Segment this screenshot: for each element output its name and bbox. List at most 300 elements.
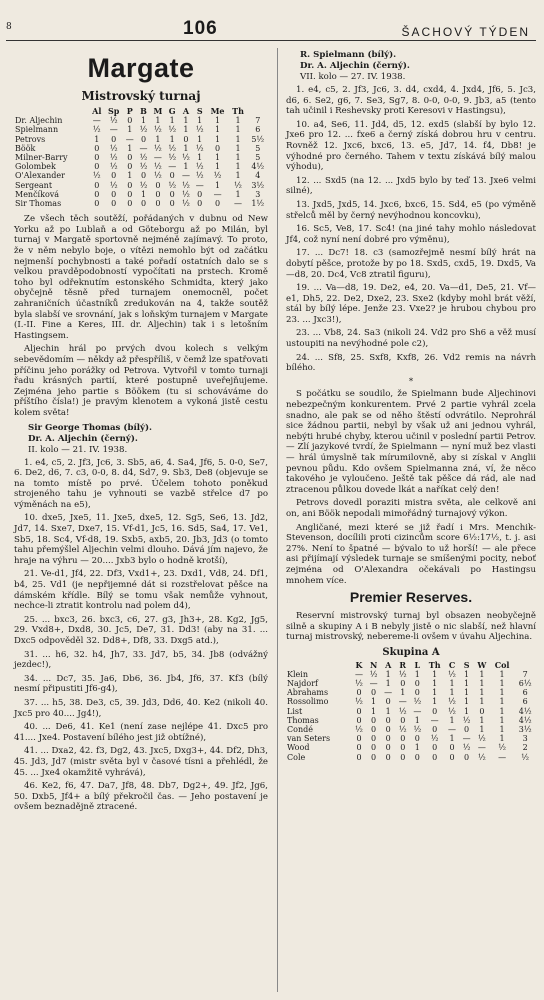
table-row [286, 734, 536, 743]
score-cell: 1 [499, 724, 505, 734]
column-header: L [414, 659, 421, 670]
score-cell: 0 [94, 189, 100, 199]
score-cell: — [384, 688, 393, 698]
game-heading [14, 423, 268, 456]
column-header: Sp [108, 106, 120, 116]
score-cell: 1 [479, 715, 485, 725]
score-cell: 0 [215, 143, 221, 153]
move-paragraph: 40. ... De6, 41. Ke1 (není zase nejlépe 41. Dxc5 pro 41.... Jxe4. Postavení bílého jest již obtížné), [14, 722, 268, 743]
score-cell: 0 [356, 734, 362, 744]
white-player: R. Spielmann (bílý). [300, 50, 397, 60]
score-cell: 0 [169, 189, 175, 199]
score-cell: ½ [448, 669, 456, 679]
move-paragraph: 34. ... Dc7, 35. Ja6, Db6, 36. Jb4, Jf6, 37. Kf3 (bílý nesmí připustiti Jf6-g4), [14, 673, 268, 695]
column-header [286, 661, 352, 670]
score-cell: 0 [385, 734, 391, 744]
score-cell: 1 [127, 143, 133, 153]
reserves-heading: Premier Reserves. [349, 589, 473, 606]
player-name-cell: Golombek [15, 162, 56, 172]
player-name-cell: Milner-Barry [15, 153, 68, 163]
score-cell: 1 [140, 116, 147, 126]
score-cell: 0 [371, 752, 377, 762]
score-cell: 0 [464, 752, 470, 762]
score-cell: — [234, 199, 242, 209]
move-paragraph: 13. Jxd5, Jxd5, 14. Jxc6, bxc6, 15. Sd4, e5 (po výměně střelců měl by černý nevýhodnou koncovku), [286, 199, 536, 221]
score-cell: 1 [499, 715, 505, 725]
score-cell: 0 [356, 706, 362, 716]
score-cell: ½ [398, 724, 407, 734]
table-row [14, 181, 268, 190]
score-cell: ½ [355, 697, 363, 707]
score-cell: 1 [183, 116, 189, 126]
score-cell: 0 [140, 134, 147, 144]
column-header: Al [92, 106, 102, 116]
score-cell: 0 [385, 752, 391, 762]
score-cell: ½ [109, 180, 118, 190]
score-cell: — [125, 134, 134, 144]
column-header: B [140, 106, 147, 116]
table-row [14, 199, 268, 208]
score-cell: ½ [109, 116, 118, 126]
score-cell: 1 [169, 116, 175, 126]
score-cell: 0 [400, 752, 406, 762]
score-cell: 1 [479, 724, 485, 734]
score-cell: 1 [464, 669, 470, 679]
score-cell: — [195, 180, 204, 190]
table-row [14, 144, 268, 153]
score-cell: ½ [398, 669, 407, 679]
score-cell: 0 [127, 189, 133, 199]
score-cell: 1 [464, 688, 470, 698]
score-cell: — [355, 669, 364, 679]
score-cell: 0 [111, 171, 117, 181]
move-paragraph: 1. e4, c5, 2. Jf3, Jc6, 3. d4, cxd4, 4. Jxd4, Jf6, 5. Jc3, d6, 6. Se2, g6, 7. Se3, Sg7, 8. 0-0, 0-0, 9. Jb3, a5 (tento tah učinil i Reshevsky proti Keresovi v Hastingsu), [286, 85, 536, 117]
score-cell: 1 [197, 153, 203, 163]
column-header: K [355, 659, 363, 670]
player-name-cell: Menčíková [15, 189, 60, 199]
column-header: S [463, 659, 470, 670]
score-cell: 0 [385, 697, 391, 707]
score-cell: — [153, 153, 162, 163]
score-cell: 1 [169, 134, 175, 144]
column-header: Th [428, 659, 441, 670]
score-cell: ½ [213, 171, 222, 181]
score-cell: — [92, 116, 101, 126]
table-row [286, 670, 536, 679]
score-cell: ½ [355, 678, 363, 688]
score-cell: 0 [464, 724, 470, 734]
score-cell: 0 [371, 734, 377, 744]
score-cell: 1 [235, 116, 241, 126]
score-cell: ½ [182, 199, 190, 209]
player-name-cell: List [287, 706, 303, 716]
table-row [14, 153, 268, 162]
group-heading: Skupina A [382, 646, 440, 658]
crosstable-main [14, 107, 268, 208]
column-header: P [126, 106, 133, 116]
tournament-subtitle: Mistrovský turnaj [81, 89, 201, 103]
score-cell: 0 [155, 199, 161, 209]
score-cell: 0 [127, 180, 133, 190]
score-cell: 1 [235, 171, 241, 181]
column-header: A [182, 106, 190, 116]
black-player: Dr. A. Aljechin (černý). [28, 433, 138, 444]
page-header [0, 0, 544, 40]
total-cell: 2 [522, 743, 528, 753]
score-cell: 1 [140, 189, 147, 199]
score-cell: 0 [127, 162, 133, 172]
score-cell: ½ [195, 125, 204, 135]
score-cell: 0 [197, 189, 203, 199]
game-moves [286, 85, 536, 374]
score-cell: 1 [449, 715, 455, 725]
score-cell: ½ [168, 153, 177, 163]
total-cell: 3 [255, 189, 261, 199]
player-name-cell: Böök [15, 143, 36, 153]
score-cell: 0 [371, 743, 377, 753]
score-cell: 1 [371, 697, 377, 707]
score-cell: 1 [432, 678, 438, 688]
white-player: Sir George Thomas (bílý). [28, 422, 153, 433]
score-cell: 0 [169, 199, 175, 209]
score-cell: 0 [414, 734, 420, 744]
score-cell: ½ [355, 724, 363, 734]
score-cell: 0 [127, 199, 133, 209]
column-header: Th [232, 106, 244, 116]
score-cell: 1 [464, 706, 470, 716]
total-cell: 6 [522, 697, 528, 707]
player-name-cell: Thomas [287, 715, 319, 725]
score-cell: 0 [111, 189, 117, 199]
score-cell: 1 [183, 162, 189, 172]
score-cell: 1 [385, 678, 391, 688]
table-row [286, 753, 536, 762]
englishmen-paragraph: Angličané, mezi které se již řadí i Mrs. Menchik-Stevenson, docílili proti cizincům score 6½:17½, t. j. asi 27%. Není to špatné — bývalo to už horší! — ale přece asi přijímají výsledek turnaje se smíšenými pocity, neboť zejména od O'Alexandra očekávali po Hastingsu mnohem více. [286, 522, 536, 586]
score-cell: ½ [168, 143, 177, 153]
score-cell: ½ [109, 162, 118, 172]
total-cell: 6 [255, 125, 261, 135]
score-cell: 0 [140, 171, 147, 181]
score-cell: ½ [139, 153, 148, 163]
score-cell: 1 [127, 171, 133, 181]
score-cell: 1 [183, 125, 189, 135]
score-cell: 1 [432, 669, 438, 679]
score-cell: 1 [215, 116, 221, 126]
score-cell: 1 [449, 734, 455, 744]
score-cell: — [168, 162, 177, 172]
score-cell: 0 [400, 715, 406, 725]
table-row [286, 688, 536, 697]
score-cell: — [369, 678, 378, 688]
score-cell: 0 [400, 743, 406, 753]
player-name-cell: Abrahams [287, 688, 329, 698]
score-cell: 1 [479, 678, 485, 688]
total-cell: 3 [522, 734, 528, 744]
score-cell: — [139, 143, 148, 153]
move-paragraph: 37. ... h5, 38. De3, c5, 39. Jd3, Dd6, 40. Ke2 (nikoli 40. Jxc5 pro 40.... Jg4!), [14, 697, 268, 719]
magazine-title: ŠACHOVÝ TÝDEN [401, 25, 530, 39]
table-row [286, 743, 536, 752]
column-header [14, 107, 89, 116]
player-name-cell: van Seters [287, 734, 331, 744]
score-cell: 0 [385, 724, 391, 734]
total-cell: 4½ [251, 162, 265, 172]
score-cell: 0 [479, 706, 485, 716]
score-cell: ½ [398, 706, 407, 716]
score-cell: 0 [356, 743, 362, 753]
score-cell: — [413, 706, 422, 716]
score-cell: 1 [479, 697, 485, 707]
score-cell: 0 [155, 180, 161, 190]
score-cell: 0 [215, 199, 221, 209]
score-cell: 1 [449, 688, 455, 698]
table-row [14, 190, 268, 199]
score-cell: ½ [448, 706, 456, 716]
crosstable-header-row [14, 107, 268, 116]
score-cell: 1 [235, 143, 241, 153]
score-cell: ½ [195, 162, 204, 172]
total-cell: 6½ [518, 678, 532, 688]
score-cell: 1 [414, 715, 420, 725]
score-cell: ½ [139, 180, 148, 190]
score-cell: 1 [449, 678, 455, 688]
score-cell: 0 [94, 199, 100, 209]
score-cell: ½ [153, 162, 162, 172]
score-cell: 1 [414, 743, 420, 753]
score-cell: ½ [430, 734, 439, 744]
total-cell: 3½ [518, 724, 532, 734]
total-cell: 6 [522, 688, 528, 698]
header-rule [6, 40, 536, 41]
crosstable-reserves [286, 661, 536, 762]
score-cell: 0 [94, 162, 100, 172]
total-cell: 4½ [518, 706, 532, 716]
score-cell: ½ [195, 171, 204, 181]
score-cell: 0 [127, 153, 133, 163]
right-column [286, 46, 536, 768]
table-row [14, 162, 268, 171]
spielmann-paragraph: S počátku se soudilo, že Spielmann bude Aljechinovi nebezpečným konkurentem. Prvé 2 partie vyhrál zcela snadno, ale pak se od něho štěstí odvrátilo. Neprohrál sice žádnou partii, nebyl by však už ani jednou vyhrál, nebýti hrubé chyby, kterou učinil v poslední partii Petrov. — Zlí jazykové tvrdí, že Spielmann — nyní muž bez vlasti — hrál úmyslně tak mírumilovně, aby si získal v Anglii pevnou půdu. Kdo ovšem Spielmanna zná, ví, že něco takového je vyloučeno. Ještě tak pěšce dá rád, ale nad ztracenou půlkou dovede lkát a naříkat celý den! [286, 389, 536, 495]
move-paragraph: 41. ... Dxa2, 42. f3, Dg2, 43. Jxc5, Dxg3+, 44. Df2, Dh3, 45. Jd3, Jd7 (mistr světa byl v časové tísni a přehlédl, že 45. ... Jxe4 okamžitě vyhrává), [14, 746, 268, 778]
total-cell: 5 [255, 143, 261, 153]
score-cell: 1 [432, 688, 438, 698]
score-cell: 1 [235, 162, 241, 172]
score-cell: — [213, 189, 222, 199]
score-cell: 1 [499, 706, 505, 716]
score-cell: 0 [140, 199, 147, 209]
score-cell: 1 [400, 688, 406, 698]
score-cell: 0 [111, 199, 117, 209]
score-cell: 0 [385, 715, 391, 725]
page-corner-mark: 8 [6, 22, 12, 32]
score-cell: 0 [356, 688, 362, 698]
score-cell: 1 [215, 134, 221, 144]
table-row [286, 707, 536, 716]
player-name-cell: Dr. Aljechin [15, 116, 63, 126]
table-row [286, 716, 536, 725]
game-heading [286, 50, 536, 83]
player-name-cell: Petrovs [15, 134, 46, 144]
score-cell: ½ [182, 180, 190, 190]
player-name-cell: Wood [287, 743, 310, 753]
total-cell: 5 [255, 153, 261, 163]
score-cell: 1 [155, 134, 161, 144]
table-row [286, 679, 536, 688]
score-cell: 1 [215, 125, 221, 135]
column-header: Me [210, 106, 225, 116]
score-cell: ½ [153, 143, 162, 153]
score-cell: — [448, 724, 456, 734]
table-row [14, 125, 268, 134]
score-cell: 1 [432, 697, 438, 707]
player-name-cell: Spielmann [15, 125, 59, 135]
score-cell: ½ [92, 125, 101, 135]
table-row [286, 697, 536, 706]
score-cell: ½ [462, 715, 471, 725]
move-paragraph: 19. ... Va—d8, 19. De2, e4, 20. Va—d1, De5, 21. Vf—e1, Dh5, 22. De2, Dxe2, 23. Sxe2 (kdyby mohl brát věží, stál by bílý lépe. Jenže 23. Vxe2? je hrubou chybou pro 23. ... Jxc3!), [286, 283, 536, 325]
score-cell: 0 [414, 752, 420, 762]
score-cell: 0 [94, 180, 100, 190]
total-cell: 3½ [251, 180, 265, 190]
total-cell: 4 [255, 171, 261, 181]
score-cell: 1 [127, 125, 133, 135]
score-cell: 1 [479, 669, 485, 679]
score-cell: 1 [197, 134, 203, 144]
column-header [247, 107, 268, 116]
score-cell: ½ [448, 697, 456, 707]
score-cell: 1 [235, 153, 241, 163]
move-paragraph: 17. ... Dc7! 18. c3 (samozřejmě nesmí bílý hrát na dobytí pěšce, protože by po 18. Sxd5, cxd5, 19. Dxd5, Va—d8, 20. Dc4, Vc8 ztratil figuru), [286, 248, 536, 280]
reserves-paragraph: Reservní mistrovský turnaj byl obsazen neobyčejně silně a skupiny A i B nebyly jistě o nic slabší, než hlavní turnaj mistrovský, nebereme-li ovšem v úvahu Aljechina. [286, 611, 536, 643]
move-paragraph: 12. ... Sxd5 (na 12. ... Jxd5 bylo by teď 13. Jxe6 velmi silné), [286, 175, 536, 197]
score-cell: 1 [215, 180, 221, 190]
score-cell: 0 [400, 734, 406, 744]
column-header: R [399, 659, 407, 670]
move-paragraph: 25. ... bxc3, 26. bxc3, c6, 27. g3, Jh3+, 28. Kg2, Jg5, 29. Vxd8+, Dxd8, 30. Jc5, De7, 31. Dd3! (aby na 31. ... Dxc5 odpověděl 32. Dd8+, Df8, 33. Dxg5 atd.), [14, 614, 268, 647]
move-paragraph: 10. a4, Se6, 11. Jd4, d5, 12. exd5 (slabší by bylo 12. Jxe6 pro 12. ... fxe6 a černý získá dobrou hru v centru. Rovněž 12. Jxc6, bxc6, 13. e5, Jd7, 14. f4, Db8! je výhodné pro černého. Tahem v textu získává bílý malou výhodu), [286, 119, 536, 173]
player-name-cell: O'Alexander [15, 171, 65, 181]
score-cell: 1 [371, 706, 377, 716]
table-row [14, 116, 268, 125]
petrovs-paragraph: Petrovs dovedl poraziti mistra světa, ale celkově ani on, ani Böök nepodali mimořádný turnajový výkon. [286, 498, 536, 519]
article-title: Margate [87, 53, 195, 83]
score-cell: ½ [478, 734, 486, 744]
score-cell: 1 [464, 697, 470, 707]
column-header: G [168, 106, 176, 116]
score-cell: — [109, 125, 118, 135]
column-divider [277, 48, 278, 992]
score-cell: 1 [499, 697, 505, 707]
score-cell: 0 [400, 678, 406, 688]
table-row [286, 725, 536, 734]
score-cell: — [477, 743, 486, 753]
column-header: C [448, 659, 456, 670]
column-header: W [477, 659, 487, 670]
score-cell: 1 [197, 116, 203, 126]
move-paragraph: 46. Ke2, f6, 47. Da7, Jf8, 48. Db7, Dg2+, 49. Jf2, Jg6, 50. Dxb5, Jf4+ a bílý překročil čas. — Jeho postavení je ovšem beznadějně ztracené. [14, 781, 268, 813]
game-round: II. kolo — 21. IV. 1938. [28, 444, 128, 455]
player-name-cell: Sir Thomas [15, 199, 62, 209]
score-cell: ½ [478, 752, 486, 762]
score-cell: 0 [432, 752, 438, 762]
game-round: VII. kolo — 27. IV. 1938. [300, 72, 406, 82]
score-cell: 0 [385, 743, 391, 753]
score-cell: ½ [195, 143, 204, 153]
score-cell: ½ [369, 669, 378, 679]
score-cell: 0 [127, 116, 133, 126]
total-cell: 1½ [251, 199, 265, 209]
score-cell: 0 [111, 134, 117, 144]
score-cell: 1 [499, 669, 505, 679]
score-cell: ½ [92, 171, 101, 181]
player-name-cell: Sergeant [15, 180, 53, 190]
score-cell: 0 [371, 688, 377, 698]
score-cell: — [181, 171, 190, 181]
table-row [14, 135, 268, 144]
score-cell: 0 [183, 134, 189, 144]
column-header: Col [494, 659, 510, 670]
column-header: N [369, 659, 378, 670]
score-cell: 1 [499, 734, 505, 744]
move-paragraph: 21. Ve-d1, Jf4, 22. Df3, Vxd1+, 23. Dxd1, Vd8, 24. Df1, b4, 25. Vd1 (je nepřijemné dát si rozstřelovat pěšce na dámském křídle. Bílý se tomu však nemůže vyhnout, nechce-li ztratit kontrolu nad polem d4), [14, 569, 268, 612]
score-cell: 1 [215, 153, 221, 163]
score-cell: 0 [371, 715, 377, 725]
score-cell: ½ [168, 180, 177, 190]
move-paragraph: 16. Sc5, Ve8, 17. Sc4! (na jiné tahy mohlo následovat Jf4, což nyní není dobré pro výměnu), [286, 224, 536, 245]
column-header: M [153, 106, 163, 116]
player-name-cell: Klein [287, 669, 308, 679]
score-cell: ½ [413, 724, 422, 734]
score-cell: 0 [414, 678, 420, 688]
score-cell: 1 [235, 125, 241, 135]
crosstable-header-row [286, 661, 536, 670]
score-cell: — [498, 752, 507, 762]
score-cell: 0 [356, 752, 362, 762]
score-cell: — [462, 734, 471, 744]
score-cell: 0 [155, 189, 161, 199]
page-number: 106 [183, 18, 218, 39]
left-column [14, 46, 268, 816]
score-cell: ½ [234, 180, 242, 190]
move-paragraph: 1. e4, c5, 2. Jf3, Jc6, 3. Sb5, a6, 4. Sa4, Jf6, 5. 0-0, Se7, 6. De2, d6, 7. c3, 0-0, 8. d4, Sd7, 9. Sb3, De8 (objevuje se na tomto místě po prvé. Účelem tohoto poněkud strojeného tahu je vyhnouti se vazbě střelce d7 po výměnách na e5), [14, 457, 268, 510]
total-cell: 7 [255, 116, 261, 126]
score-cell: ½ [498, 743, 506, 753]
score-cell: — [398, 697, 407, 707]
score-cell: 1 [464, 678, 470, 688]
score-cell: 0 [432, 706, 438, 716]
column-header: A [385, 659, 392, 670]
total-cell: 5½ [251, 134, 265, 144]
table-row [14, 171, 268, 180]
move-paragraph: 24. ... Sf8, 25. Sxf8, Kxf8, 26. Vd2 remis na návrh bílého. [286, 352, 536, 374]
score-cell: 0 [197, 199, 203, 209]
score-cell: ½ [168, 125, 177, 135]
score-cell: 0 [169, 171, 175, 181]
score-cell: 0 [414, 688, 420, 698]
score-cell: 1 [385, 669, 391, 679]
column-header: S [196, 106, 203, 116]
total-cell: 7 [522, 669, 528, 679]
player-name-cell: Rossolimo [287, 697, 329, 707]
score-cell: 1 [414, 669, 420, 679]
score-cell: 1 [235, 134, 241, 144]
score-cell: ½ [139, 125, 148, 135]
player-name-cell: Condé [287, 724, 313, 734]
score-cell: 1 [155, 116, 161, 126]
score-cell: ½ [153, 125, 162, 135]
score-cell: ½ [462, 743, 471, 753]
score-cell: ½ [109, 153, 118, 163]
